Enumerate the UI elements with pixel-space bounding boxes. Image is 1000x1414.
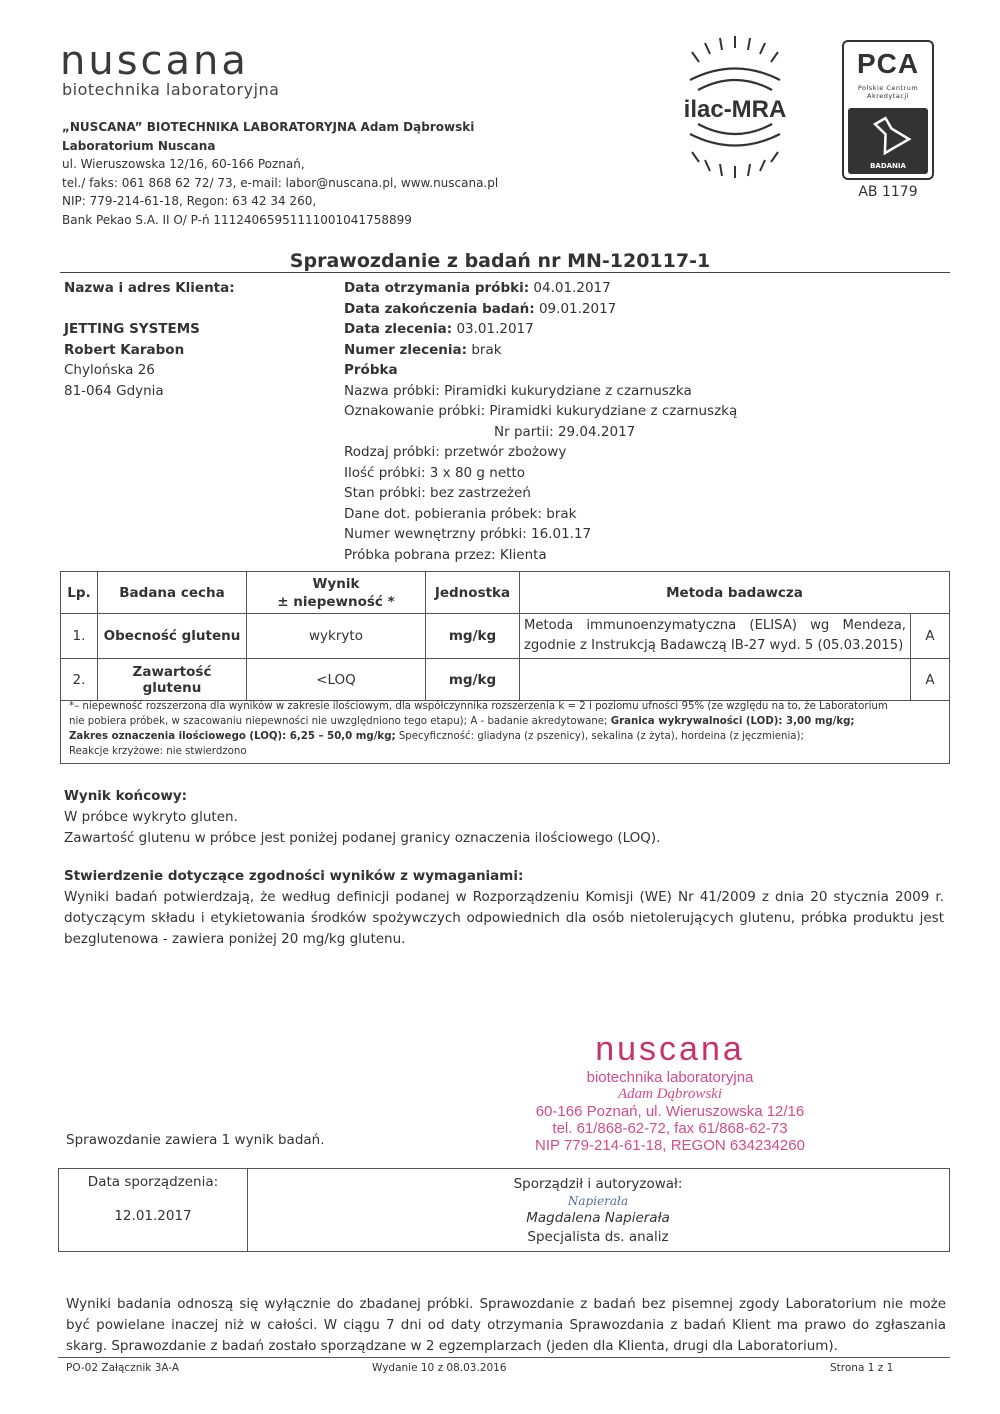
results-table: [60, 571, 950, 701]
header-method: Metoda badawcza: [520, 572, 950, 614]
order-no: brak: [471, 341, 502, 358]
stamp-line5: NIP 779-214-61-18, REGON 634234260: [535, 1137, 805, 1154]
footer-disclaimer: Wyniki badania odnoszą się wyłącznie do zbadanej próbki. Sprawozdanie z badań bez pisemnej zgody Laboratorium nie może być powielane inaczej niż w całości. W ciągu 7 dni od daty otrzymania Sprawozdania z badań Klient ma prawo do zgłaszania skarg. Sprawozdanie z badań zostało sporządzane w 2 egzemplarzach (jeden dla Klienta, drugi dla Laboratorium).: [66, 1296, 946, 1354]
company-contact: tel./ faks: 061 868 62 72/ 73, e-mail: labor@nuscana.pl, www.nuscana.pl: [62, 175, 499, 190]
table-notes: [60, 698, 950, 764]
table-row: [61, 614, 950, 659]
company-bank: Bank Pekao S.A. II O/ P-ń 11124065951111001041758899: [62, 212, 412, 227]
row1-lp: 1.: [61, 614, 98, 659]
title-divider: [60, 272, 950, 273]
footer-page: Strona 1 z 1: [830, 1362, 894, 1374]
pca-badge: [848, 108, 928, 174]
row1-result: wykryto: [247, 614, 426, 659]
sample-batch: Nr partii: 29.04.2017: [494, 423, 636, 440]
client-name2: Robert Karabon: [64, 341, 185, 358]
client-name1: JETTING SYSTEMS: [64, 321, 200, 337]
sample-state: Stan próbki: bez zastrzeżeń: [344, 485, 531, 501]
signature-box: [58, 1168, 950, 1252]
statement-heading: Stwierdzenie dotyczące zgodności wyników z wymaganiami:: [64, 868, 524, 884]
received-date: 04.01.2017: [533, 280, 611, 296]
company-logo-wordmark: nuscana: [60, 38, 249, 84]
stamp-word: nuscana: [595, 1030, 745, 1068]
finished-date: 09.01.2017: [538, 300, 617, 317]
lab-name: Laboratorium Nuscana: [62, 138, 216, 153]
pca-subtitle: [844, 84, 932, 100]
final-line1: W próbce wykryto gluten.: [64, 809, 238, 825]
author-name: Magdalena Napierała: [526, 1210, 670, 1226]
header-feature: Badana cecha: [98, 572, 247, 614]
row2-method: [520, 659, 911, 701]
final-result: [64, 786, 660, 849]
company-name: „NUSCANA” BIOTECHNIKA LABORATORYJNA Adam Dąbrowski: [62, 120, 475, 134]
note-line1: *– niepewność rozszerzona dla wyników w zakresie ilościowym, dla współczynnika rozszerzenia k = 2 i poziomu ufności 95% (ze względu na to, że Laboratorium: [69, 701, 888, 712]
compliance-statement: [64, 866, 944, 950]
ilac-text: ilac-MRA: [683, 96, 787, 123]
stamp-line2: Adam Dąbrowski: [617, 1086, 723, 1102]
table-header-row: [61, 572, 950, 614]
header-result-line1: Wynik: [312, 575, 360, 592]
pca-accreditation-logo: [842, 40, 934, 180]
sample-heading: Próbka: [344, 362, 398, 378]
row1-unit: mg/kg: [426, 614, 520, 659]
sample-mark: Oznakowanie próbki: Piramidki kukurydziane z czarnuszką: [344, 403, 738, 419]
sample-type: Rodzaj próbki: przetwór zbożowy: [344, 444, 567, 460]
received-label: Data otrzymania próbki:: [344, 280, 530, 296]
row1-feature: Obecność glutenu: [98, 614, 247, 659]
client-heading: Nazwa i adres Klienta:: [64, 280, 235, 296]
company-nip: NIP: 779-214-61-18, Regon: 63 42 34 260,: [62, 194, 317, 208]
note-cross: Reakcje krzyżowe: nie stwierdzono: [69, 746, 247, 757]
author-role: Specjalista ds. analiz: [527, 1229, 669, 1245]
sample-name: Nazwa próbki: Piramidki kukurydziane z czarnuszka: [344, 382, 692, 399]
finished-label: Data zakończenia badań:: [344, 300, 535, 317]
author-label: Sporządził i autoryzował:: [513, 1176, 683, 1192]
row2-unit: mg/kg: [426, 659, 520, 701]
company-details: [62, 118, 498, 229]
row1-method-line1: Metoda immunoenzymatyczna (ELISA) wg Mendeza,: [524, 618, 906, 633]
header-result-line2: ± niepewność *: [277, 593, 395, 610]
row2-result: <LOQ: [247, 659, 426, 701]
report-title: Sprawozdanie z badań nr MN-120117-1: [289, 250, 711, 272]
footer-edition: Wydanie 10 z 08.03.2016: [372, 1362, 507, 1374]
flask-icon: [848, 108, 932, 158]
note-lod: Granica wykrywalności (LOD): 3,00 mg/kg;: [610, 716, 855, 727]
sample-qty: Ilość próbki: 3 x 80 g netto: [344, 464, 525, 481]
pca-subtitle-line1: Polskie Centrum: [857, 84, 919, 92]
accreditation-number: AB 1179: [858, 184, 918, 200]
row2-lp: 2.: [61, 659, 98, 701]
stamp-line1: biotechnika laboratoryjna: [586, 1069, 754, 1086]
company-logo-subtitle: biotechnika laboratoryjna: [62, 80, 280, 99]
footer-divider: [58, 1357, 950, 1358]
pca-badge-label: BADANIA: [870, 162, 906, 170]
header-unit: Jednostka: [426, 572, 520, 614]
header-lp: Lp.: [61, 572, 98, 614]
sample-sampling: Dane dot. pobierania próbek: brak: [344, 505, 577, 522]
pca-subtitle-line2: Akredytacji: [867, 92, 909, 100]
footer-form-id: PO-02 Załącznik 3A-A: [66, 1362, 180, 1374]
row1-method-line2: zgodnie z Instrukcją Badawczą IB-27 wyd. 5 (05.03.2015): [524, 638, 904, 653]
sample-taken: Próbka pobrana przez: Klienta: [344, 546, 547, 563]
date-cell: [59, 1169, 248, 1251]
handwritten-signature: Napierała: [567, 1194, 629, 1208]
date-label: Data sporządzenia:: [87, 1174, 219, 1190]
note-specificity: Specyficzność: gliadyna (z pszenicy), sekalina (z żyta), hordeina (z jęczmienia);: [398, 731, 804, 742]
pca-title: PCA: [856, 48, 920, 79]
row1-accreditation: A: [911, 614, 950, 659]
header-result: [247, 572, 426, 614]
row2-feature: Zawartość glutenu: [98, 659, 247, 701]
ilac-mra-seal: [660, 32, 810, 182]
note-loq: Zakres oznaczenia ilościowego (LOQ): 6,25 – 50,0 mg/kg;: [69, 731, 396, 742]
final-heading: Wynik końcowy:: [64, 788, 188, 804]
final-line2: Zawartość glutenu w próbce jest poniżej podanej granicy oznaczenia ilościowego (LOQ).: [64, 830, 661, 846]
company-stamp: [520, 1030, 820, 1154]
row2-accreditation: A: [911, 659, 950, 701]
date-value: 12.01.2017: [114, 1208, 192, 1224]
author-cell: [247, 1169, 949, 1251]
company-address: ul. Wieruszowska 12/16, 60-166 Poznań,: [62, 157, 305, 171]
results-count: Sprawozdanie zawiera 1 wynik badań.: [66, 1132, 325, 1148]
order-date: 03.01.2017: [456, 321, 534, 337]
stamp-line4: tel. 61/868-62-72, fax 61/868-62-73: [552, 1120, 788, 1137]
stamp-line3: 60-166 Poznań, ul. Wieruszowska 12/16: [535, 1103, 805, 1120]
client-city: 81-064 Gdynia: [64, 382, 164, 399]
client-block: [64, 278, 235, 401]
sample-internal: Numer wewnętrzny próbki: 16.01.17: [344, 526, 592, 542]
row1-method: [520, 614, 911, 659]
table-row: [61, 659, 950, 701]
note-line2a: nie pobiera próbek, w szacowaniu niepewności nie uwzględniono tego etapu); A - badanie akredytowane;: [69, 716, 608, 727]
sample-info: [344, 278, 737, 565]
order-date-label: Data zlecenia:: [344, 321, 453, 337]
client-street: Chylońska 26: [64, 362, 155, 378]
order-no-label: Numer zlecenia:: [344, 341, 468, 358]
statement-text: Wyniki badań potwierdzają, że według definicji podanej w Rozporządzeniu Komisji (WE) Nr 41/2009 z dnia 20 stycznia 2009 r. dotyczącym składu i etykietowania środków spożywczych odpowiednich dla osób nietolerujących glutenu, próbka produktu jest bezglutenowa - zawiera poniżej 20 mg/kg glutenu.: [64, 889, 944, 947]
